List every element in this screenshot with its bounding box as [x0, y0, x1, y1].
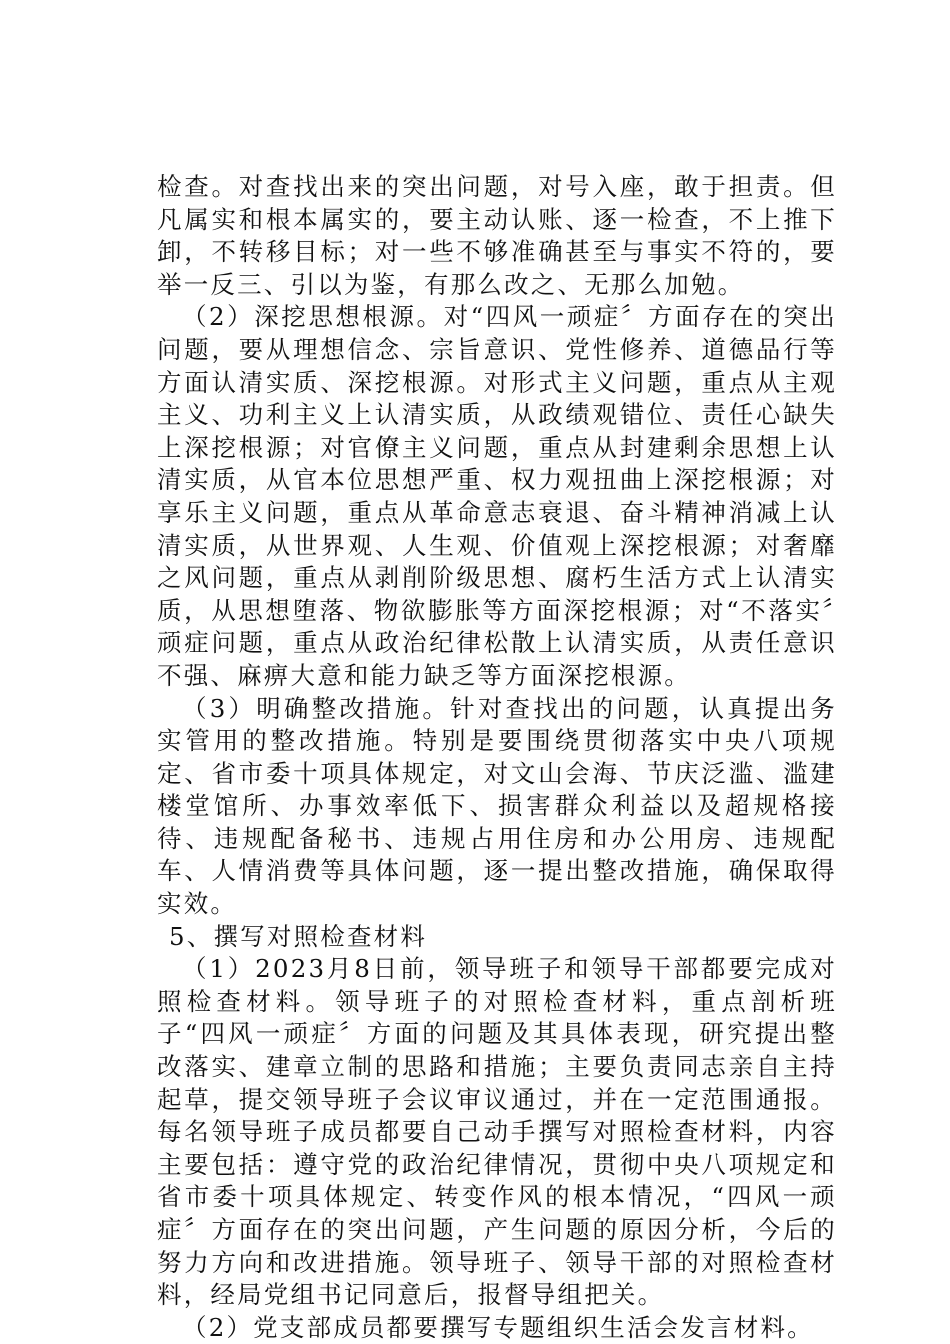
section-heading-write-materials: 5、撰写对照检查材料: [169, 921, 428, 951]
paragraph-party-branch-materials: （2）党支部成员都要撰写专题组织生活会发言材料。: [182, 1312, 814, 1342]
paragraph-rectification-measures: （3）明确整改措施。针对查找出的问题，认真提出务实管用的整改措施。特别是要围绕贯彻落实中央八项规定、省市委十项具体规定，对文山会海、节庆泛滥、滥建楼堂馆所、办事效率低下、损害群众利益以及超规格接待、违规配备秘书、违规占用住房和办公用房、违规配车、人情消费等具体问题，逐一提出整改措施，确保取得实效。: [157, 693, 837, 919]
paragraph-dig-roots: （2）深挖思想根源。对“四风一顽症〞方面存在的突出问题，要从理想信念、宗旨意识、党性修养、道德品行等方面认清实质、深挖根源。对形式主义问题，重点从主观主义、功利主义上认清实质，从政绩观错位、责任心缺失上深挖根源；对官僚主义问题，重点从封建剩余思想上认清实质，从官本位思想严重、权力观扭曲上深挖根源；对享乐主义问题，重点从革命意志衰退、奋斗精神消减上认清实质，从世界观、人生观、价值观上深挖根源；对奢靡之风问题，重点从剥削阶级思想、腐朽生活方式上认清实质，从思想堕落、物欲膨胀等方面深挖根源；对“不落实〞顽症问题，重点从政治纪律松散上认清实质，从责任意识不强、麻痹大意和能力缺乏等方面深挖根源。: [157, 302, 837, 690]
paragraph-continuation: 检查。对查找出来的突出问题，对号入座，敢于担责。但凡属实和根本属实的，要主动认账、逐一检查，不上推下卸，不转移目标；对一些不够准确甚至与事实不符的，要举一反三、引以为鉴，有那么改之、无那么加勉。: [157, 172, 837, 299]
paragraph-leadership-materials: （1）2023月8日前，领导班子和领导干部都要完成对照检查材料。领导班子的对照检查材料，重点剖析班子“四风一顽症〞方面的问题及其具体表现，研究提出整改落实、建章立制的思路和措施；主要负责同志亲自主持起草，提交领导班子会议审议通过，并在一定范围通报。每名领导班子成员都要自己动手撰写对照检查材料，内容主要包括：遵守党的政治纪律情况，贯彻中央八项规定和省市委十项具体规定、转变作风的根本情况，“四风一顽症〞方面存在的突出问题，产生问题的原因分析，今后的努力方向和改进措施。领导班子、领导干部的对照检查材料，经局党组书记同意后，报督导组把关。: [157, 954, 837, 1310]
document-body: [157, 171, 837, 1344]
